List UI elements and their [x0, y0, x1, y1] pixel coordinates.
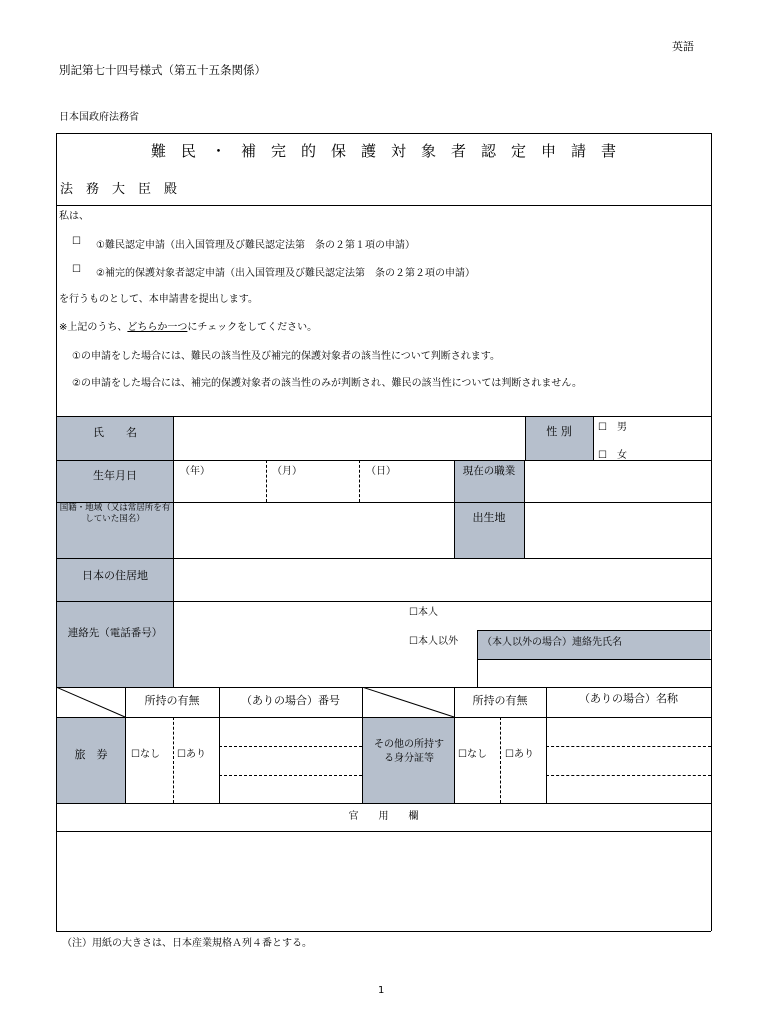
name-field[interactable] — [174, 417, 524, 460]
other-none-checkbox[interactable]: ☐なし — [458, 749, 487, 760]
other-have-checkbox[interactable]: ☐あり — [505, 749, 534, 760]
occupation-field[interactable] — [525, 461, 710, 502]
note2: ②の申請をした場合には、補完的保護対象者の該当性のみが判断され、難民の該当性については判断されません。 — [72, 378, 582, 389]
self-checkbox[interactable]: ☐本人 — [409, 607, 438, 618]
passport-none-checkbox[interactable]: ☐なし — [131, 749, 160, 760]
dob-label: 生年月日 — [93, 469, 137, 482]
submit-text: を行うものとして、本申請書を提出します。 — [59, 294, 258, 305]
occupation-label: 現在の職業 — [462, 465, 516, 477]
birthplace-label: 出生地 — [472, 511, 506, 524]
number-header: （ありの場合）番号 — [241, 694, 340, 707]
passport-have-checkbox[interactable]: ☐あり — [177, 749, 206, 760]
form-title: 難 民 ・ 補 完 的 保 護 対 象 者 認 定 申 請 書 — [150, 142, 616, 160]
option1-checkbox[interactable]: ☐ — [72, 236, 81, 247]
diagonal-line — [56, 687, 126, 718]
day-field[interactable]: （日） — [366, 466, 396, 477]
intro-text: 私は、 — [59, 211, 89, 222]
other-checkbox[interactable]: ☐本人以外 — [409, 636, 458, 647]
page-number: 1 — [378, 985, 385, 996]
nationality-label: 国籍・地域（又は常居所を有していた国名） — [59, 503, 171, 524]
option1-label: ①難民認定申請（出入国管理及び難民認定法第 条の２第１項の申請） — [96, 240, 415, 251]
passport-label: 旅 券 — [74, 748, 108, 761]
footnote: （注）用紙の大きさは、日本産業規格Ａ列４番とする。 — [62, 938, 312, 949]
addressee: 法 務 大 臣 殿 — [60, 182, 178, 197]
nationality-field[interactable] — [174, 503, 453, 558]
name-header: （ありの場合）名称 — [579, 692, 678, 705]
official-use-label: 官 用 欄 — [348, 811, 419, 822]
diagonal-line — [362, 687, 455, 718]
sex-label: 性 別 — [546, 425, 572, 438]
language-label: 英語 — [672, 40, 694, 53]
female-checkbox[interactable]: ☐ 女 — [598, 450, 627, 461]
male-checkbox[interactable]: ☐ 男 — [598, 422, 627, 433]
note-text: ※上記のうち、どちらか一つにチェックをしてください。 — [59, 322, 318, 333]
name-label: 氏 名 — [93, 426, 137, 439]
passport-possession-header: 所持の有無 — [144, 694, 200, 707]
issuer: 日本国政府法務省 — [59, 112, 139, 123]
note1: ①の申請をした場合には、難民の該当性及び補完的保護対象者の該当性について判断されます。 — [72, 351, 500, 362]
contact-label: 連絡先（電話番号） — [67, 627, 163, 639]
option2-label: ②補完的保護対象者認定申請（出入国管理及び難民認定法第 条の２第２項の申請） — [96, 268, 475, 279]
birthplace-field[interactable] — [525, 503, 710, 558]
option2-checkbox[interactable]: ☐ — [72, 264, 81, 275]
contact-name-label: （本人以外の場合）連絡先氏名 — [482, 637, 622, 648]
address-field[interactable] — [174, 559, 710, 601]
address-label: 日本の住居地 — [82, 569, 148, 582]
other-possession-header: 所持の有無 — [472, 694, 528, 707]
month-field[interactable]: （月） — [272, 466, 302, 477]
other-id-label: その他の所持する身分証等 — [374, 739, 444, 764]
year-field[interactable]: （年） — [180, 466, 210, 477]
form-header: 別記第七十四号様式（第五十五条関係） — [59, 63, 266, 77]
